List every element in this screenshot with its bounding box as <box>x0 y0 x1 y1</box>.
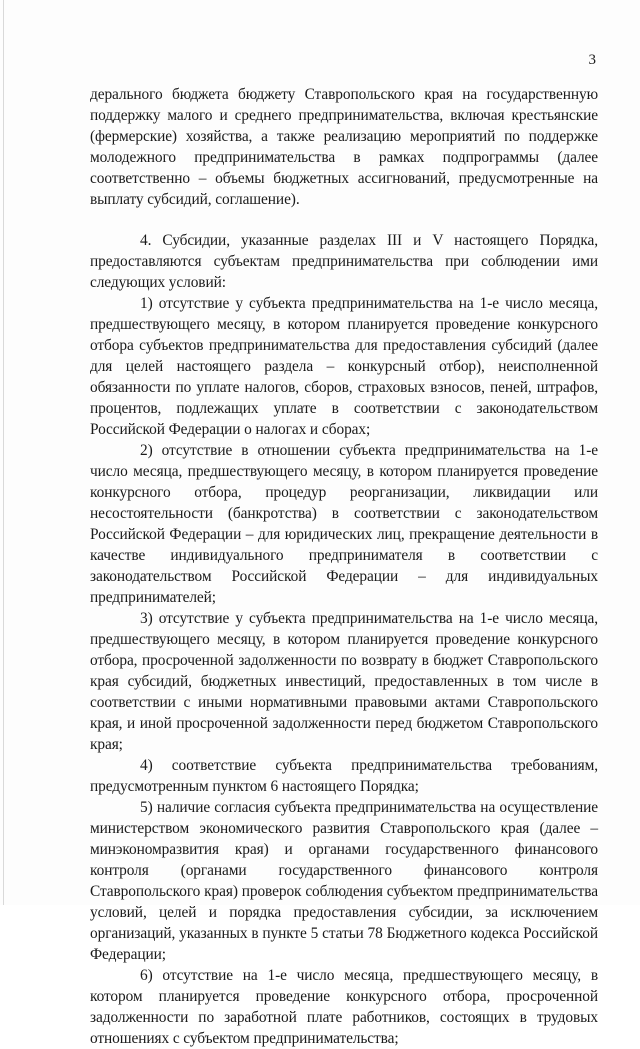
page-number: 3 <box>588 52 596 68</box>
paragraph-continuation: дерального бюджета бюджету Ставропольского края на государственную поддержку малого и среднего предпринимательства, включая крестьянские (фермерские) хозяйства, а также реализацию мероприятий по поддержке молодежного предпринимательства в рамках подпрограммы (далее соответственно – объемы бюджетных ассигнований, предусмотренные на выплату субсидий, соглашение). <box>90 86 598 208</box>
paragraph-item-5: 5) наличие согласия субъекта предпринимательства на осуществление министерством экономического развития Ставропольского края (далее – минэкономразвития края) и органами государственного финансового контроля (органами государственного финансового контроля Ставропольского края) проверок соблюдения субъектом предпринимательства условий, целей и порядка предоставления субсидии, за исключением организаций, указанных в пункте 5 статьи 78 Бюджетного кодекса Российской Федерации; <box>90 799 598 963</box>
paragraph-item-4: 4) соответствие субъекта предпринимательства требованиям, предусмотренным пунктом 6 настоящего Порядка; <box>90 757 598 795</box>
paragraph-item-2: 2) отсутствие в отношении субъекта предпринимательства на 1-е число месяца, предшествующего месяцу, в котором планируется проведение конкурсного отбора, процедур реорганизации, ликвидации или несостоятельности (банкротства) в соответствии с законодательством Российской Федерации – для юридических лиц, прекращение деятельности в качестве индивидуального предпринимателя в соответствии с законодательством Российской Федерации – для индивидуальных предпринимателей; <box>90 442 598 606</box>
document-body <box>90 84 598 1049</box>
paragraph-item-3: 3) отсутствие у субъекта предпринимательства на 1-е число месяца, предшествующего месяцу, в котором планируется проведение конкурсного отбора, просроченной задолженности по возврату в бюджет Ставропольского края субсидий, бюджетных инвестиций, предоставленных в том числе в соответствии с иными нормативными правовыми актами Ставропольского края, и иной просроченной задолженности перед бюджетом Ставропольского края; <box>90 610 598 753</box>
paragraph-clause-4: 4. Субсидии, указанные разделах III и V настоящего Порядка, предоставляются субъектам предпринимательства при соблюдении ими следующих условий: <box>90 232 598 291</box>
paragraph-item-6: 6) отсутствие на 1-е число месяца, предшествующего месяцу, в котором планируется проведение конкурсного отбора, просроченной задолженности по заработной плате работников, состоящих в трудовых отношениях с субъектом предпринимательства; <box>90 967 598 1047</box>
page-edge-line <box>3 0 4 905</box>
paragraph-gap <box>90 210 598 230</box>
paragraph-item-1: 1) отсутствие у субъекта предпринимательства на 1-е число месяца, предшествующего месяцу, в котором планируется проведение конкурсного отбора субъектов предпринимательства для предоставления субсидий (далее для целей настоящего раздела – конкурсный отбор), неисполненной обязанности по уплате налогов, сборов, страховых взносов, пеней, штрафов, процентов, подлежащих уплате в соответствии с законодательством Российской Федерации о налогах и сборах; <box>90 295 598 438</box>
